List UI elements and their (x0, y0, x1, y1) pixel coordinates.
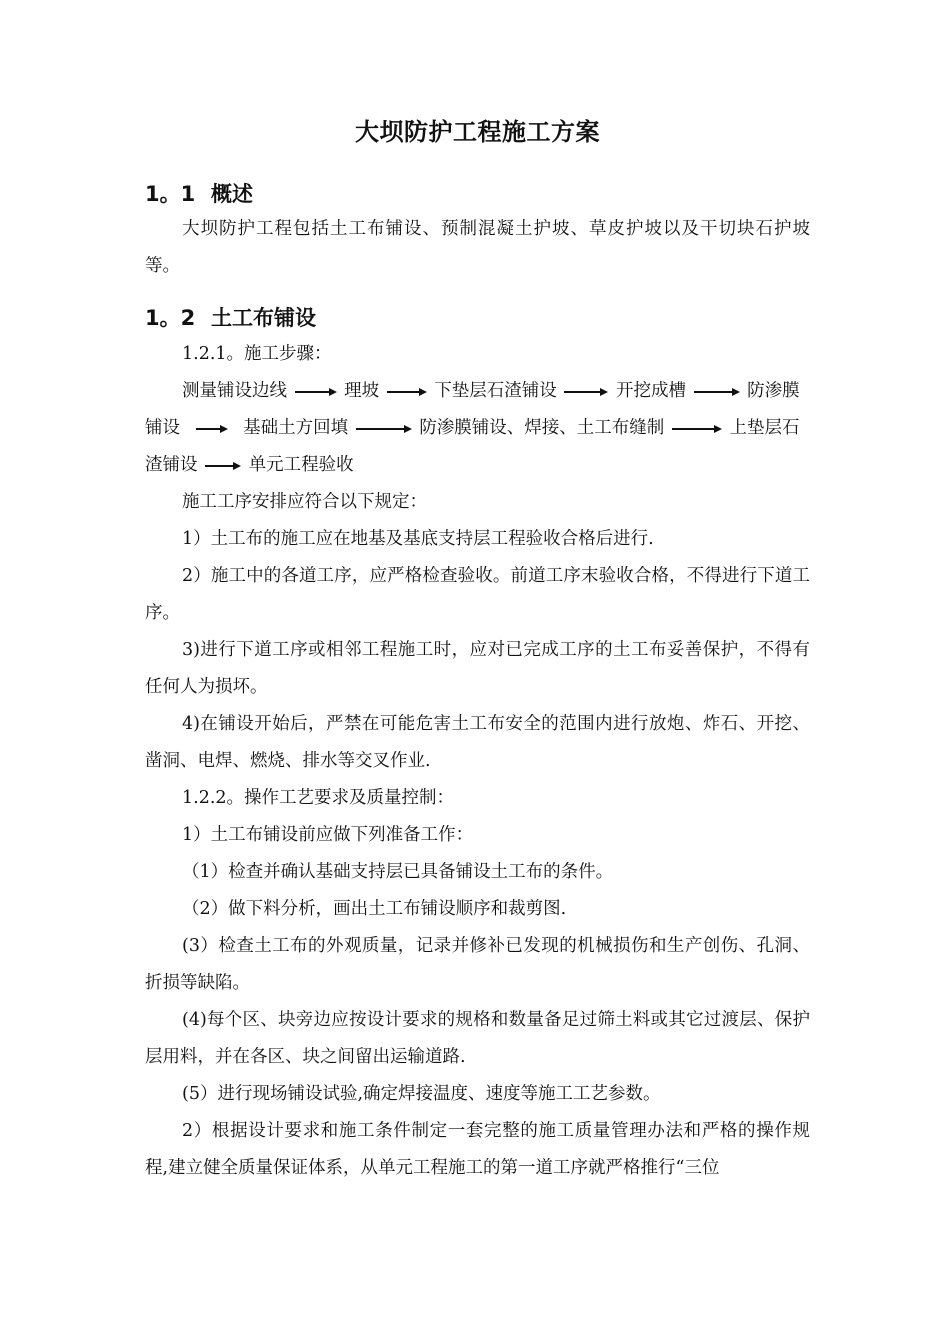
flow-step: 单元工程验收 (248, 455, 354, 475)
rules-intro: 施工工序安排应符合以下规定： (182, 492, 427, 512)
quality-paragraph: 2）根据设计要求和施工条件制定一套完整的施工质量管理办法和严格的操作规程,建立健全质量保证体系，从单元工程施工的第一道工序就严格推行“三位 (145, 1121, 810, 1178)
prep-item: (5）进行现场铺设试验,确定焊接温度、速度等施工工艺参数。 (182, 1084, 661, 1104)
flow-arrow-icon (295, 387, 337, 397)
flow-step: 铺设 (145, 418, 180, 438)
flow-arrow-icon (387, 387, 427, 397)
prep-item: （1）检查并确认基础支持层已具备铺设土工布的条件。 (182, 862, 614, 882)
flow-arrow-icon (205, 461, 241, 471)
flow-step: 下垫层石渣铺设 (434, 381, 557, 401)
section-number: 1。1 (145, 182, 196, 206)
flow-line-1 (145, 373, 810, 410)
section-title: 土工布铺设 (211, 306, 316, 330)
flow-step: 理坡 (344, 381, 380, 401)
flow-arrow-icon (694, 387, 740, 397)
flow-arrow-icon (356, 424, 412, 434)
flow-step: 防渗膜铺设、焊接、土工布缝制 (419, 418, 665, 438)
flow-step: 开挖成槽 (615, 381, 686, 401)
process-heading: 1.2.2。操作工艺要求及质量控制： (182, 788, 455, 808)
prep-intro: 1）土工布铺设前应做下列准备工作： (182, 825, 474, 845)
flow-line-2 (145, 410, 810, 447)
rule-item: 3)进行下道工序或相邻工程施工时，应对已完成工序的土工布妥善保护，不得有任何人为损坏。 (145, 640, 810, 697)
section-heading-overview (145, 178, 253, 208)
prep-item: (3）检查土工布的外观质量，记录并修补已发现的机械损伤和生产创伤、孔洞、折损等缺陷。 (145, 936, 810, 993)
prep-item: (4)每个区、块旁边应按设计要求的规格和数量备足过筛土料或其它过渡层、保护层用料，并在各区、块之间留出运输道路. (145, 1010, 810, 1067)
overview-paragraph: 大坝防护工程包括土工布铺设、预制混凝土护坡、草皮护坡以及干切块石护坡等。 (145, 219, 810, 276)
flow-arrow-icon (564, 387, 608, 397)
prep-item: （2）做下料分析，画出土工布铺设顺序和裁剪图. (182, 899, 567, 919)
flow-step: 渣铺设 (145, 455, 198, 475)
flow-arrow-icon (672, 424, 722, 434)
flow-step: 上垫层石 (729, 418, 800, 438)
rule-item: 1）土工布的施工应在地基及基底支持层工程验收合格后进行. (182, 529, 654, 549)
flow-line-3 (145, 447, 810, 484)
rule-item: 2）施工中的各道工序，应严格检查验收。前道工序末验收合格，不得进行下道工序。 (145, 566, 810, 623)
section-number: 1。2 (145, 306, 196, 330)
flow-step: 基础土方回填 (243, 418, 349, 438)
document-title: 大坝防护工程施工方案 (355, 118, 600, 146)
steps-heading: 1.2.1。施工步骤： (182, 344, 332, 364)
rule-item: 4)在铺设开始后，严禁在可能危害土工布安全的范围内进行放炮、炸石、开挖、凿洞、电焊、燃烧、排水等交叉作业. (145, 714, 810, 771)
section-heading-geotextile (145, 302, 316, 332)
flow-step: 防渗膜 (747, 381, 800, 401)
section-title: 概述 (211, 182, 253, 206)
flow-arrow-icon (196, 424, 228, 434)
flow-step: 测量铺设边线 (182, 381, 287, 401)
